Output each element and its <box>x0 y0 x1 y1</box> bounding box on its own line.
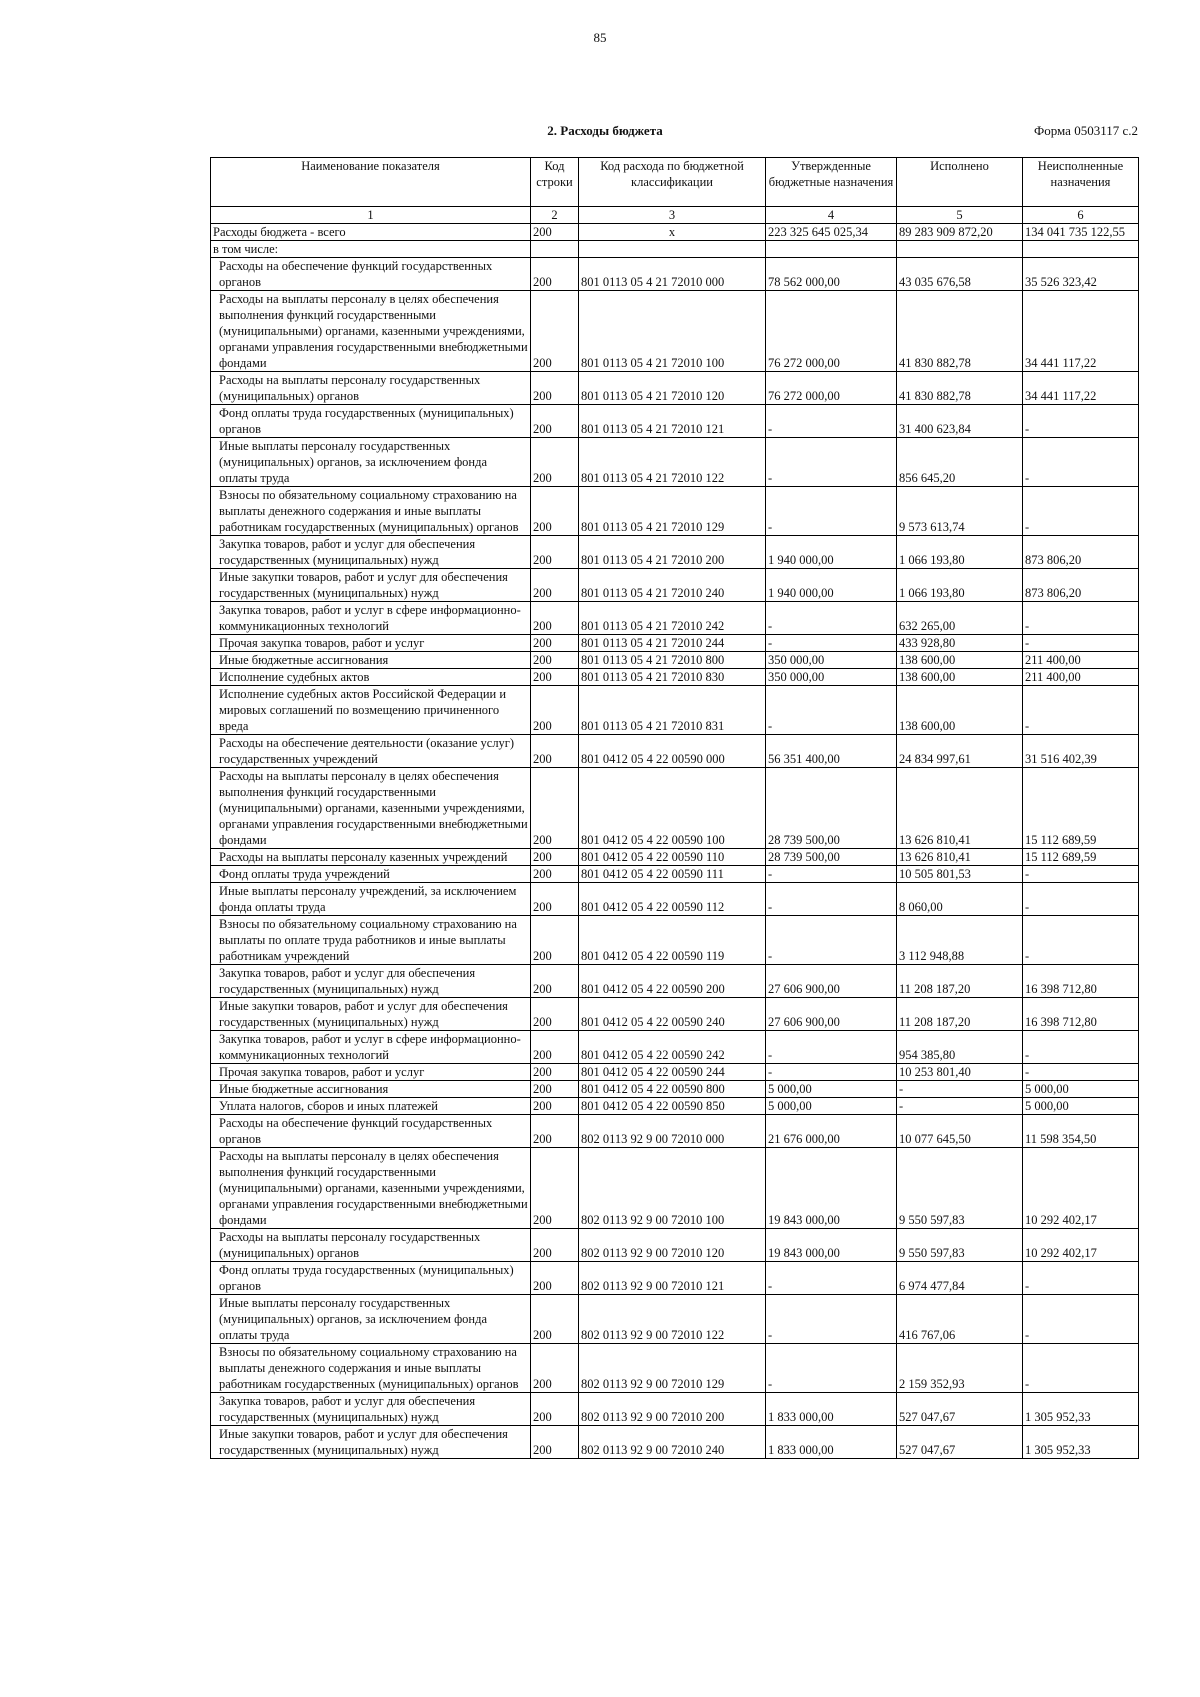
row-name: Закупка товаров, работ и услуг в сфере информационно-коммуникационных технологий <box>211 602 531 635</box>
table-row <box>211 1081 1139 1098</box>
row-unexecuted: 11 598 354,50 <box>1023 1115 1139 1148</box>
table-row <box>211 652 1139 669</box>
row-line-code: 200 <box>531 1262 579 1295</box>
row-unexecuted: 5 000,00 <box>1023 1098 1139 1115</box>
row-line-code: 200 <box>531 768 579 849</box>
row-line-code: 200 <box>531 536 579 569</box>
column-number: 3 <box>579 207 766 224</box>
row-expense-code: 801 0113 05 4 21 72010 240 <box>579 569 766 602</box>
row-expense-code: 802 0113 92 9 00 72010 100 <box>579 1148 766 1229</box>
row-unexecuted: - <box>1023 883 1139 916</box>
row-executed: 41 830 882,78 <box>897 372 1023 405</box>
row-line-code: 200 <box>531 1393 579 1426</box>
row-line-code: 200 <box>531 1426 579 1459</box>
row-executed: 6 974 477,84 <box>897 1262 1023 1295</box>
table-row <box>211 669 1139 686</box>
row-expense-code: 801 0113 05 4 21 72010 800 <box>579 652 766 669</box>
row-approved: 28 739 500,00 <box>766 849 897 866</box>
table-row <box>211 916 1139 965</box>
row-expense-code: 801 0113 05 4 21 72010 830 <box>579 669 766 686</box>
row-unexecuted: 35 526 323,42 <box>1023 258 1139 291</box>
row-name: Расходы на выплаты персоналу в целях обеспечения выполнения функций государственными (муниципальными) органами, казенными учреждениями, органами управления государственными внебюджетными фондами <box>211 768 531 849</box>
table-header-row <box>211 158 1139 207</box>
row-executed: 10 505 801,53 <box>897 866 1023 883</box>
row-expense-code: 801 0412 05 4 22 00590 112 <box>579 883 766 916</box>
row-executed: 13 626 810,41 <box>897 768 1023 849</box>
row-approved: - <box>766 916 897 965</box>
row-line-code: 200 <box>531 883 579 916</box>
row-name: Иные закупки товаров, работ и услуг для обеспечения государственных (муниципальных) нужд <box>211 1426 531 1459</box>
table-row <box>211 735 1139 768</box>
row-expense-code: 801 0113 05 4 21 72010 100 <box>579 291 766 372</box>
row-approved: 27 606 900,00 <box>766 998 897 1031</box>
row-line-code: 200 <box>531 635 579 652</box>
table-row <box>211 258 1139 291</box>
empty-cell <box>579 241 766 258</box>
row-expense-code: 801 0412 05 4 22 00590 119 <box>579 916 766 965</box>
row-executed: 856 645,20 <box>897 438 1023 487</box>
row-line-code: 200 <box>531 916 579 965</box>
table-row <box>211 1098 1139 1115</box>
column-number-row <box>211 207 1139 224</box>
row-name: Прочая закупка товаров, работ и услуг <box>211 635 531 652</box>
row-expense-code: 801 0412 05 4 22 00590 000 <box>579 735 766 768</box>
row-name: Прочая закупка товаров, работ и услуг <box>211 1064 531 1081</box>
row-approved: - <box>766 883 897 916</box>
row-executed: 138 600,00 <box>897 652 1023 669</box>
empty-cell <box>897 241 1023 258</box>
row-unexecuted: 211 400,00 <box>1023 669 1139 686</box>
table-row <box>211 686 1139 735</box>
table-row <box>211 438 1139 487</box>
header-expense-code: Код расхода по бюджетной классификации <box>579 158 766 207</box>
table-row <box>211 1426 1139 1459</box>
column-number: 4 <box>766 207 897 224</box>
row-name: Иные выплаты персоналу государственных (муниципальных) органов, за исключением фонда оплаты труда <box>211 438 531 487</box>
row-line-code: 200 <box>531 686 579 735</box>
row-line-code: 200 <box>531 405 579 438</box>
table-row <box>211 1262 1139 1295</box>
row-line-code: 200 <box>531 866 579 883</box>
row-name: Расходы на обеспечение функций государственных органов <box>211 1115 531 1148</box>
row-executed: 433 928,80 <box>897 635 1023 652</box>
row-executed: 138 600,00 <box>897 686 1023 735</box>
row-unexecuted: - <box>1023 635 1139 652</box>
row-name: Расходы на обеспечение функций государственных органов <box>211 258 531 291</box>
row-name: Фонд оплаты труда государственных (муниципальных) органов <box>211 1262 531 1295</box>
row-expense-code: 801 0113 05 4 21 72010 122 <box>579 438 766 487</box>
row-name: Уплата налогов, сборов и иных платежей <box>211 1098 531 1115</box>
header-indicator-name: Наименование показателя <box>211 158 531 207</box>
row-line-code: 200 <box>531 1344 579 1393</box>
row-line-code: 200 <box>531 487 579 536</box>
row-approved: - <box>766 686 897 735</box>
empty-cell <box>766 241 897 258</box>
row-approved: 350 000,00 <box>766 652 897 669</box>
total-row-name: Расходы бюджета - всего <box>211 224 531 241</box>
total-row-code: х <box>579 224 766 241</box>
row-approved: 56 351 400,00 <box>766 735 897 768</box>
empty-cell <box>531 241 579 258</box>
table-row <box>211 998 1139 1031</box>
row-expense-code: 801 0113 05 4 21 72010 120 <box>579 372 766 405</box>
row-line-code: 200 <box>531 652 579 669</box>
row-name: Расходы на выплаты персоналу государственных (муниципальных) органов <box>211 372 531 405</box>
row-line-code: 200 <box>531 569 579 602</box>
row-unexecuted: - <box>1023 487 1139 536</box>
row-expense-code: 801 0113 05 4 21 72010 121 <box>579 405 766 438</box>
table-row <box>211 291 1139 372</box>
page-number: 85 <box>593 30 607 45</box>
row-name: Расходы на выплаты персоналу в целях обеспечения выполнения функций государственными (муниципальными) органами, казенными учреждениями, органами управления государственными внебюджетными фондами <box>211 1148 531 1229</box>
row-unexecuted: - <box>1023 438 1139 487</box>
row-executed: 527 047,67 <box>897 1426 1023 1459</box>
row-executed: 954 385,80 <box>897 1031 1023 1064</box>
row-executed: 2 159 352,93 <box>897 1344 1023 1393</box>
column-number: 6 <box>1023 207 1139 224</box>
row-name: Закупка товаров, работ и услуг для обеспечения государственных (муниципальных) нужд <box>211 1393 531 1426</box>
row-line-code: 200 <box>531 438 579 487</box>
row-expense-code: 802 0113 92 9 00 72010 000 <box>579 1115 766 1148</box>
row-approved: - <box>766 438 897 487</box>
row-approved: 27 606 900,00 <box>766 965 897 998</box>
row-executed: 527 047,67 <box>897 1393 1023 1426</box>
row-unexecuted: 1 305 952,33 <box>1023 1426 1139 1459</box>
total-row-unexecuted: 134 041 735 122,55 <box>1023 224 1139 241</box>
row-approved: 21 676 000,00 <box>766 1115 897 1148</box>
row-name: Иные выплаты персоналу учреждений, за исключением фонда оплаты труда <box>211 883 531 916</box>
row-line-code: 200 <box>531 1295 579 1344</box>
total-row-approved: 223 325 645 025,34 <box>766 224 897 241</box>
row-approved: 350 000,00 <box>766 669 897 686</box>
row-line-code: 200 <box>531 965 579 998</box>
row-executed: 41 830 882,78 <box>897 291 1023 372</box>
row-unexecuted: 15 112 689,59 <box>1023 768 1139 849</box>
row-line-code: 200 <box>531 372 579 405</box>
row-expense-code: 802 0113 92 9 00 72010 200 <box>579 1393 766 1426</box>
table-row <box>211 866 1139 883</box>
row-name: Взносы по обязательному социальному страхованию на выплаты денежного содержания и иные выплаты работникам государственных (муниципальных) органов <box>211 487 531 536</box>
row-approved: 28 739 500,00 <box>766 768 897 849</box>
row-executed: 10 077 645,50 <box>897 1115 1023 1148</box>
row-executed: 10 253 801,40 <box>897 1064 1023 1081</box>
row-approved: - <box>766 1064 897 1081</box>
row-executed: 43 035 676,58 <box>897 258 1023 291</box>
column-number: 5 <box>897 207 1023 224</box>
row-approved: - <box>766 487 897 536</box>
row-approved: 5 000,00 <box>766 1098 897 1115</box>
including-label: в том числе: <box>211 241 531 258</box>
row-name: Иные бюджетные ассигнования <box>211 1081 531 1098</box>
row-approved: - <box>766 405 897 438</box>
row-unexecuted: - <box>1023 916 1139 965</box>
row-executed: - <box>897 1098 1023 1115</box>
row-expense-code: 801 0412 05 4 22 00590 242 <box>579 1031 766 1064</box>
row-name: Исполнение судебных актов Российской Федерации и мировых соглашений по возмещению причиненного вреда <box>211 686 531 735</box>
budget-expenses-table <box>210 157 1139 1459</box>
table-row <box>211 602 1139 635</box>
row-approved: - <box>766 635 897 652</box>
row-line-code: 200 <box>531 1115 579 1148</box>
row-line-code: 200 <box>531 1064 579 1081</box>
row-expense-code: 801 0412 05 4 22 00590 244 <box>579 1064 766 1081</box>
row-expense-code: 801 0412 05 4 22 00590 111 <box>579 866 766 883</box>
row-approved: - <box>766 602 897 635</box>
row-expense-code: 801 0113 05 4 21 72010 200 <box>579 536 766 569</box>
row-name: Закупка товаров, работ и услуг для обеспечения государственных (муниципальных) нужд <box>211 965 531 998</box>
row-line-code: 200 <box>531 1081 579 1098</box>
row-unexecuted: - <box>1023 866 1139 883</box>
row-unexecuted: 16 398 712,80 <box>1023 998 1139 1031</box>
section-title: 2. Расходы бюджета <box>547 123 663 138</box>
row-approved: 1 940 000,00 <box>766 536 897 569</box>
row-unexecuted: - <box>1023 1064 1139 1081</box>
row-approved: 78 562 000,00 <box>766 258 897 291</box>
row-unexecuted: 31 516 402,39 <box>1023 735 1139 768</box>
row-expense-code: 801 0113 05 4 21 72010 129 <box>579 487 766 536</box>
row-executed: 13 626 810,41 <box>897 849 1023 866</box>
row-expense-code: 801 0412 05 4 22 00590 240 <box>579 998 766 1031</box>
row-approved: 1 940 000,00 <box>766 569 897 602</box>
row-unexecuted: - <box>1023 686 1139 735</box>
total-row <box>211 224 1139 241</box>
row-approved: - <box>766 866 897 883</box>
row-line-code: 200 <box>531 998 579 1031</box>
row-executed: 3 112 948,88 <box>897 916 1023 965</box>
row-name: Иные выплаты персоналу государственных (муниципальных) органов, за исключением фонда оплаты труда <box>211 1295 531 1344</box>
row-executed: 11 208 187,20 <box>897 998 1023 1031</box>
row-executed: 1 066 193,80 <box>897 536 1023 569</box>
row-expense-code: 802 0113 92 9 00 72010 120 <box>579 1229 766 1262</box>
row-unexecuted: - <box>1023 405 1139 438</box>
row-unexecuted: 211 400,00 <box>1023 652 1139 669</box>
row-unexecuted: - <box>1023 1295 1139 1344</box>
table-row <box>211 536 1139 569</box>
row-approved: 19 843 000,00 <box>766 1229 897 1262</box>
row-executed: 9 550 597,83 <box>897 1148 1023 1229</box>
row-line-code: 200 <box>531 1098 579 1115</box>
row-approved: 1 833 000,00 <box>766 1426 897 1459</box>
row-line-code: 200 <box>531 1229 579 1262</box>
row-name: Расходы на выплаты персоналу казенных учреждений <box>211 849 531 866</box>
table-row <box>211 372 1139 405</box>
row-executed: 24 834 997,61 <box>897 735 1023 768</box>
row-name: Расходы на выплаты персоналу в целях обеспечения выполнения функций государственными (муниципальными) органами, казенными учреждениями, органами управления государственными внебюджетными фондами <box>211 291 531 372</box>
row-unexecuted: 5 000,00 <box>1023 1081 1139 1098</box>
row-executed: 9 550 597,83 <box>897 1229 1023 1262</box>
row-name: Фонд оплаты труда государственных (муниципальных) органов <box>211 405 531 438</box>
row-name: Закупка товаров, работ и услуг для обеспечения государственных (муниципальных) нужд <box>211 536 531 569</box>
row-unexecuted: - <box>1023 1031 1139 1064</box>
row-executed: - <box>897 1081 1023 1098</box>
row-executed: 138 600,00 <box>897 669 1023 686</box>
row-line-code: 200 <box>531 602 579 635</box>
row-approved: 76 272 000,00 <box>766 372 897 405</box>
row-expense-code: 801 0412 05 4 22 00590 110 <box>579 849 766 866</box>
row-expense-code: 801 0412 05 4 22 00590 800 <box>579 1081 766 1098</box>
table-row <box>211 1344 1139 1393</box>
row-expense-code: 801 0113 05 4 21 72010 000 <box>579 258 766 291</box>
table-row <box>211 965 1139 998</box>
row-name: Взносы по обязательному социальному страхованию на выплаты по оплате труда работников и иные выплаты работникам учреждений <box>211 916 531 965</box>
row-approved: - <box>766 1295 897 1344</box>
table-row <box>211 1064 1139 1081</box>
row-name: Иные закупки товаров, работ и услуг для обеспечения государственных (муниципальных) нужд <box>211 998 531 1031</box>
row-executed: 9 573 613,74 <box>897 487 1023 536</box>
row-expense-code: 801 0113 05 4 21 72010 242 <box>579 602 766 635</box>
row-unexecuted: 16 398 712,80 <box>1023 965 1139 998</box>
table-row <box>211 1229 1139 1262</box>
table-row <box>211 635 1139 652</box>
table-row <box>211 883 1139 916</box>
row-approved: 19 843 000,00 <box>766 1148 897 1229</box>
row-line-code: 200 <box>531 1148 579 1229</box>
table-row <box>211 1148 1139 1229</box>
row-name: Фонд оплаты труда учреждений <box>211 866 531 883</box>
row-expense-code: 802 0113 92 9 00 72010 122 <box>579 1295 766 1344</box>
row-executed: 1 066 193,80 <box>897 569 1023 602</box>
row-name: Иные закупки товаров, работ и услуг для обеспечения государственных (муниципальных) нужд <box>211 569 531 602</box>
row-unexecuted: 10 292 402,17 <box>1023 1148 1139 1229</box>
table-row <box>211 1393 1139 1426</box>
row-expense-code: 802 0113 92 9 00 72010 129 <box>579 1344 766 1393</box>
row-name: Взносы по обязательному социальному страхованию на выплаты денежного содержания и иные выплаты работникам государственных (муниципальных) органов <box>211 1344 531 1393</box>
row-unexecuted: - <box>1023 1344 1139 1393</box>
row-line-code: 200 <box>531 291 579 372</box>
row-unexecuted: 10 292 402,17 <box>1023 1229 1139 1262</box>
table-row <box>211 1115 1139 1148</box>
row-expense-code: 801 0412 05 4 22 00590 200 <box>579 965 766 998</box>
row-unexecuted: - <box>1023 1262 1139 1295</box>
row-unexecuted: 873 806,20 <box>1023 536 1139 569</box>
row-executed: 31 400 623,84 <box>897 405 1023 438</box>
row-unexecuted: 1 305 952,33 <box>1023 1393 1139 1426</box>
row-name: Расходы на обеспечение деятельности (оказание услуг) государственных учреждений <box>211 735 531 768</box>
row-unexecuted: 15 112 689,59 <box>1023 849 1139 866</box>
row-line-code: 200 <box>531 849 579 866</box>
row-name: Исполнение судебных актов <box>211 669 531 686</box>
row-approved: 5 000,00 <box>766 1081 897 1098</box>
row-line-code: 200 <box>531 669 579 686</box>
row-approved: - <box>766 1262 897 1295</box>
row-name: Иные бюджетные ассигнования <box>211 652 531 669</box>
total-row-executed: 89 283 909 872,20 <box>897 224 1023 241</box>
row-line-code: 200 <box>531 258 579 291</box>
row-executed: 8 060,00 <box>897 883 1023 916</box>
form-code: Форма 0503117 с.2 <box>1033 123 1138 138</box>
row-executed: 632 265,00 <box>897 602 1023 635</box>
header-approved: Утвержденные бюджетные назначения <box>766 158 897 207</box>
table-row <box>211 849 1139 866</box>
row-expense-code: 801 0412 05 4 22 00590 850 <box>579 1098 766 1115</box>
empty-cell <box>1023 241 1139 258</box>
table-row <box>211 487 1139 536</box>
row-expense-code: 802 0113 92 9 00 72010 121 <box>579 1262 766 1295</box>
row-executed: 11 208 187,20 <box>897 965 1023 998</box>
header-line-code: Код строки <box>531 158 579 207</box>
column-number: 1 <box>211 207 531 224</box>
header-executed: Исполнено <box>897 158 1023 207</box>
row-approved: - <box>766 1344 897 1393</box>
row-expense-code: 801 0113 05 4 21 72010 831 <box>579 686 766 735</box>
row-unexecuted: 34 441 117,22 <box>1023 291 1139 372</box>
row-name: Расходы на выплаты персоналу государственных (муниципальных) органов <box>211 1229 531 1262</box>
table-row <box>211 405 1139 438</box>
row-line-code: 200 <box>531 1031 579 1064</box>
total-row-line: 200 <box>531 224 579 241</box>
table-row <box>211 768 1139 849</box>
row-expense-code: 802 0113 92 9 00 72010 240 <box>579 1426 766 1459</box>
row-line-code: 200 <box>531 735 579 768</box>
row-expense-code: 801 0113 05 4 21 72010 244 <box>579 635 766 652</box>
table-row <box>211 1295 1139 1344</box>
column-number: 2 <box>531 207 579 224</box>
row-executed: 416 767,06 <box>897 1295 1023 1344</box>
row-name: Закупка товаров, работ и услуг в сфере информационно-коммуникационных технологий <box>211 1031 531 1064</box>
row-unexecuted: - <box>1023 602 1139 635</box>
row-unexecuted: 34 441 117,22 <box>1023 372 1139 405</box>
header-unexecuted: Неисполненные назначения <box>1023 158 1139 207</box>
table-row <box>211 569 1139 602</box>
row-approved: 76 272 000,00 <box>766 291 897 372</box>
including-row <box>211 241 1139 258</box>
row-unexecuted: 873 806,20 <box>1023 569 1139 602</box>
table-row <box>211 1031 1139 1064</box>
row-approved: 1 833 000,00 <box>766 1393 897 1426</box>
row-approved: - <box>766 1031 897 1064</box>
row-expense-code: 801 0412 05 4 22 00590 100 <box>579 768 766 849</box>
